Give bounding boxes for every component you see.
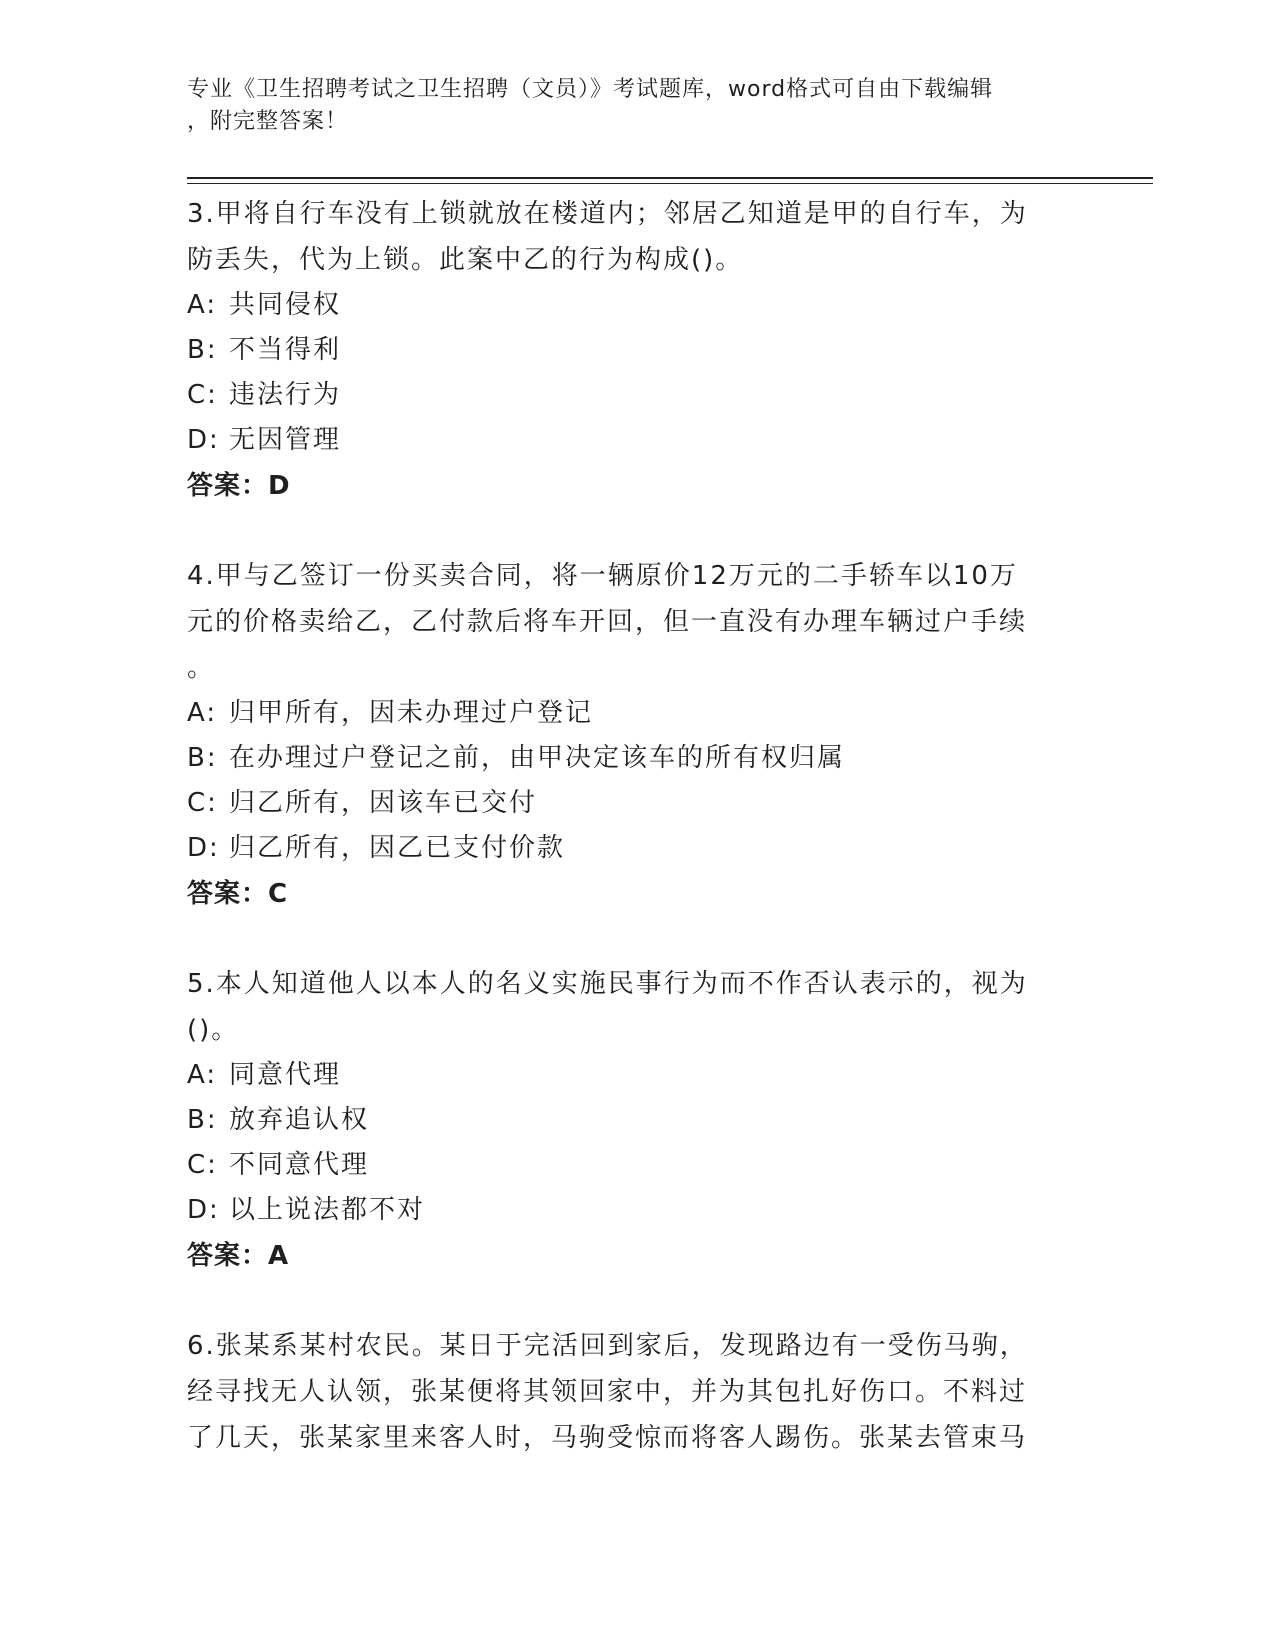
option-text: 以上说法都不对 [229, 1195, 426, 1225]
document-header [187, 74, 1067, 138]
header-divider-thick [187, 177, 1153, 179]
answer-option [187, 826, 1067, 871]
answer-option [187, 1188, 1067, 1233]
question-text-line: 4.甲与乙签订一份买卖合同，将一辆原价12万元的二手轿车以10万 [187, 561, 1018, 591]
option-key: C: [187, 1150, 218, 1180]
option-key: A: [187, 698, 218, 728]
question-text-line: 5.本人知道他人以本人的名义实施民事行为而不作否认表示的，视为 [187, 969, 1028, 999]
answer-value: A [268, 1241, 290, 1271]
option-text: 不同意代理 [229, 1150, 370, 1180]
option-key: C: [187, 788, 218, 818]
option-text: 无因管理 [229, 425, 342, 455]
question-text-line: 了几天，张某家里来客人时，马驹受惊而将客人踢伤。张某去管束马 [187, 1423, 1028, 1453]
option-text: 归乙所有，因该车已交付 [229, 788, 538, 818]
option-text: 在办理过户登记之前，由甲决定该车的所有权归属 [229, 743, 846, 773]
option-text: 共同侵权 [229, 290, 342, 320]
option-key: D: [187, 833, 220, 863]
question-text-line: 经寻找无人认领，张某便将其领回家中，并为其包扎好伤口。不料过 [187, 1377, 1028, 1407]
question-text-line: 防丢失，代为上锁。此案中乙的行为构成()。 [187, 245, 744, 275]
answer-line [187, 463, 1067, 509]
option-key: D: [187, 1195, 220, 1225]
option-text: 归乙所有，因乙已支付价款 [229, 833, 566, 863]
answer-label: 答案： [187, 879, 269, 909]
header-line-1: 专业《卫生招聘考试之卫生招聘（文员）》考试题库，word格式可自由下载编辑 [187, 77, 994, 102]
answer-value: D [268, 471, 291, 501]
option-key: D: [187, 425, 220, 455]
option-key: A: [187, 1060, 218, 1090]
question-block [187, 961, 1067, 1279]
option-key: C: [187, 380, 218, 410]
question-block [187, 1323, 1067, 1461]
answer-option [187, 1098, 1067, 1143]
option-text: 同意代理 [229, 1060, 342, 1090]
answer-option [187, 691, 1067, 736]
answer-label: 答案： [187, 1241, 269, 1271]
answer-option [187, 1053, 1067, 1098]
question-text-line: 6.张某系某村农民。某日于完活回到家后，发现路边有一受伤马驹， [187, 1331, 1028, 1361]
question-block [187, 553, 1067, 917]
option-text: 不当得利 [229, 335, 342, 365]
option-text: 归甲所有，因未办理过户登记 [229, 698, 594, 728]
answer-option [187, 1143, 1067, 1188]
answer-option [187, 736, 1067, 781]
option-key: B: [187, 1105, 218, 1135]
answer-option [187, 373, 1067, 418]
answer-option [187, 418, 1067, 463]
option-text: 违法行为 [229, 380, 342, 410]
question-block [187, 191, 1067, 509]
option-key: B: [187, 335, 218, 365]
answer-line [187, 871, 1067, 917]
answer-option [187, 283, 1067, 328]
question-text-line: 。 [187, 653, 216, 683]
option-key: A: [187, 290, 218, 320]
question-text-line: 3.甲将自行车没有上锁就放在楼道内；邻居乙知道是甲的自行车，为 [187, 199, 1028, 229]
question-list [187, 191, 1067, 1505]
option-text: 放弃追认权 [229, 1105, 370, 1135]
header-line-2: ，附完整答案！ [187, 109, 349, 134]
header-divider-thin [187, 183, 1153, 184]
answer-option [187, 781, 1067, 826]
question-text-line: ()。 [187, 1015, 240, 1045]
question-text-line: 元的价格卖给乙，乙付款后将车开回，但一直没有办理车辆过户手续 [187, 607, 1028, 637]
answer-option [187, 328, 1067, 373]
answer-line [187, 1233, 1067, 1279]
option-key: B: [187, 743, 218, 773]
answer-value: C [268, 879, 289, 909]
answer-label: 答案： [187, 471, 269, 501]
